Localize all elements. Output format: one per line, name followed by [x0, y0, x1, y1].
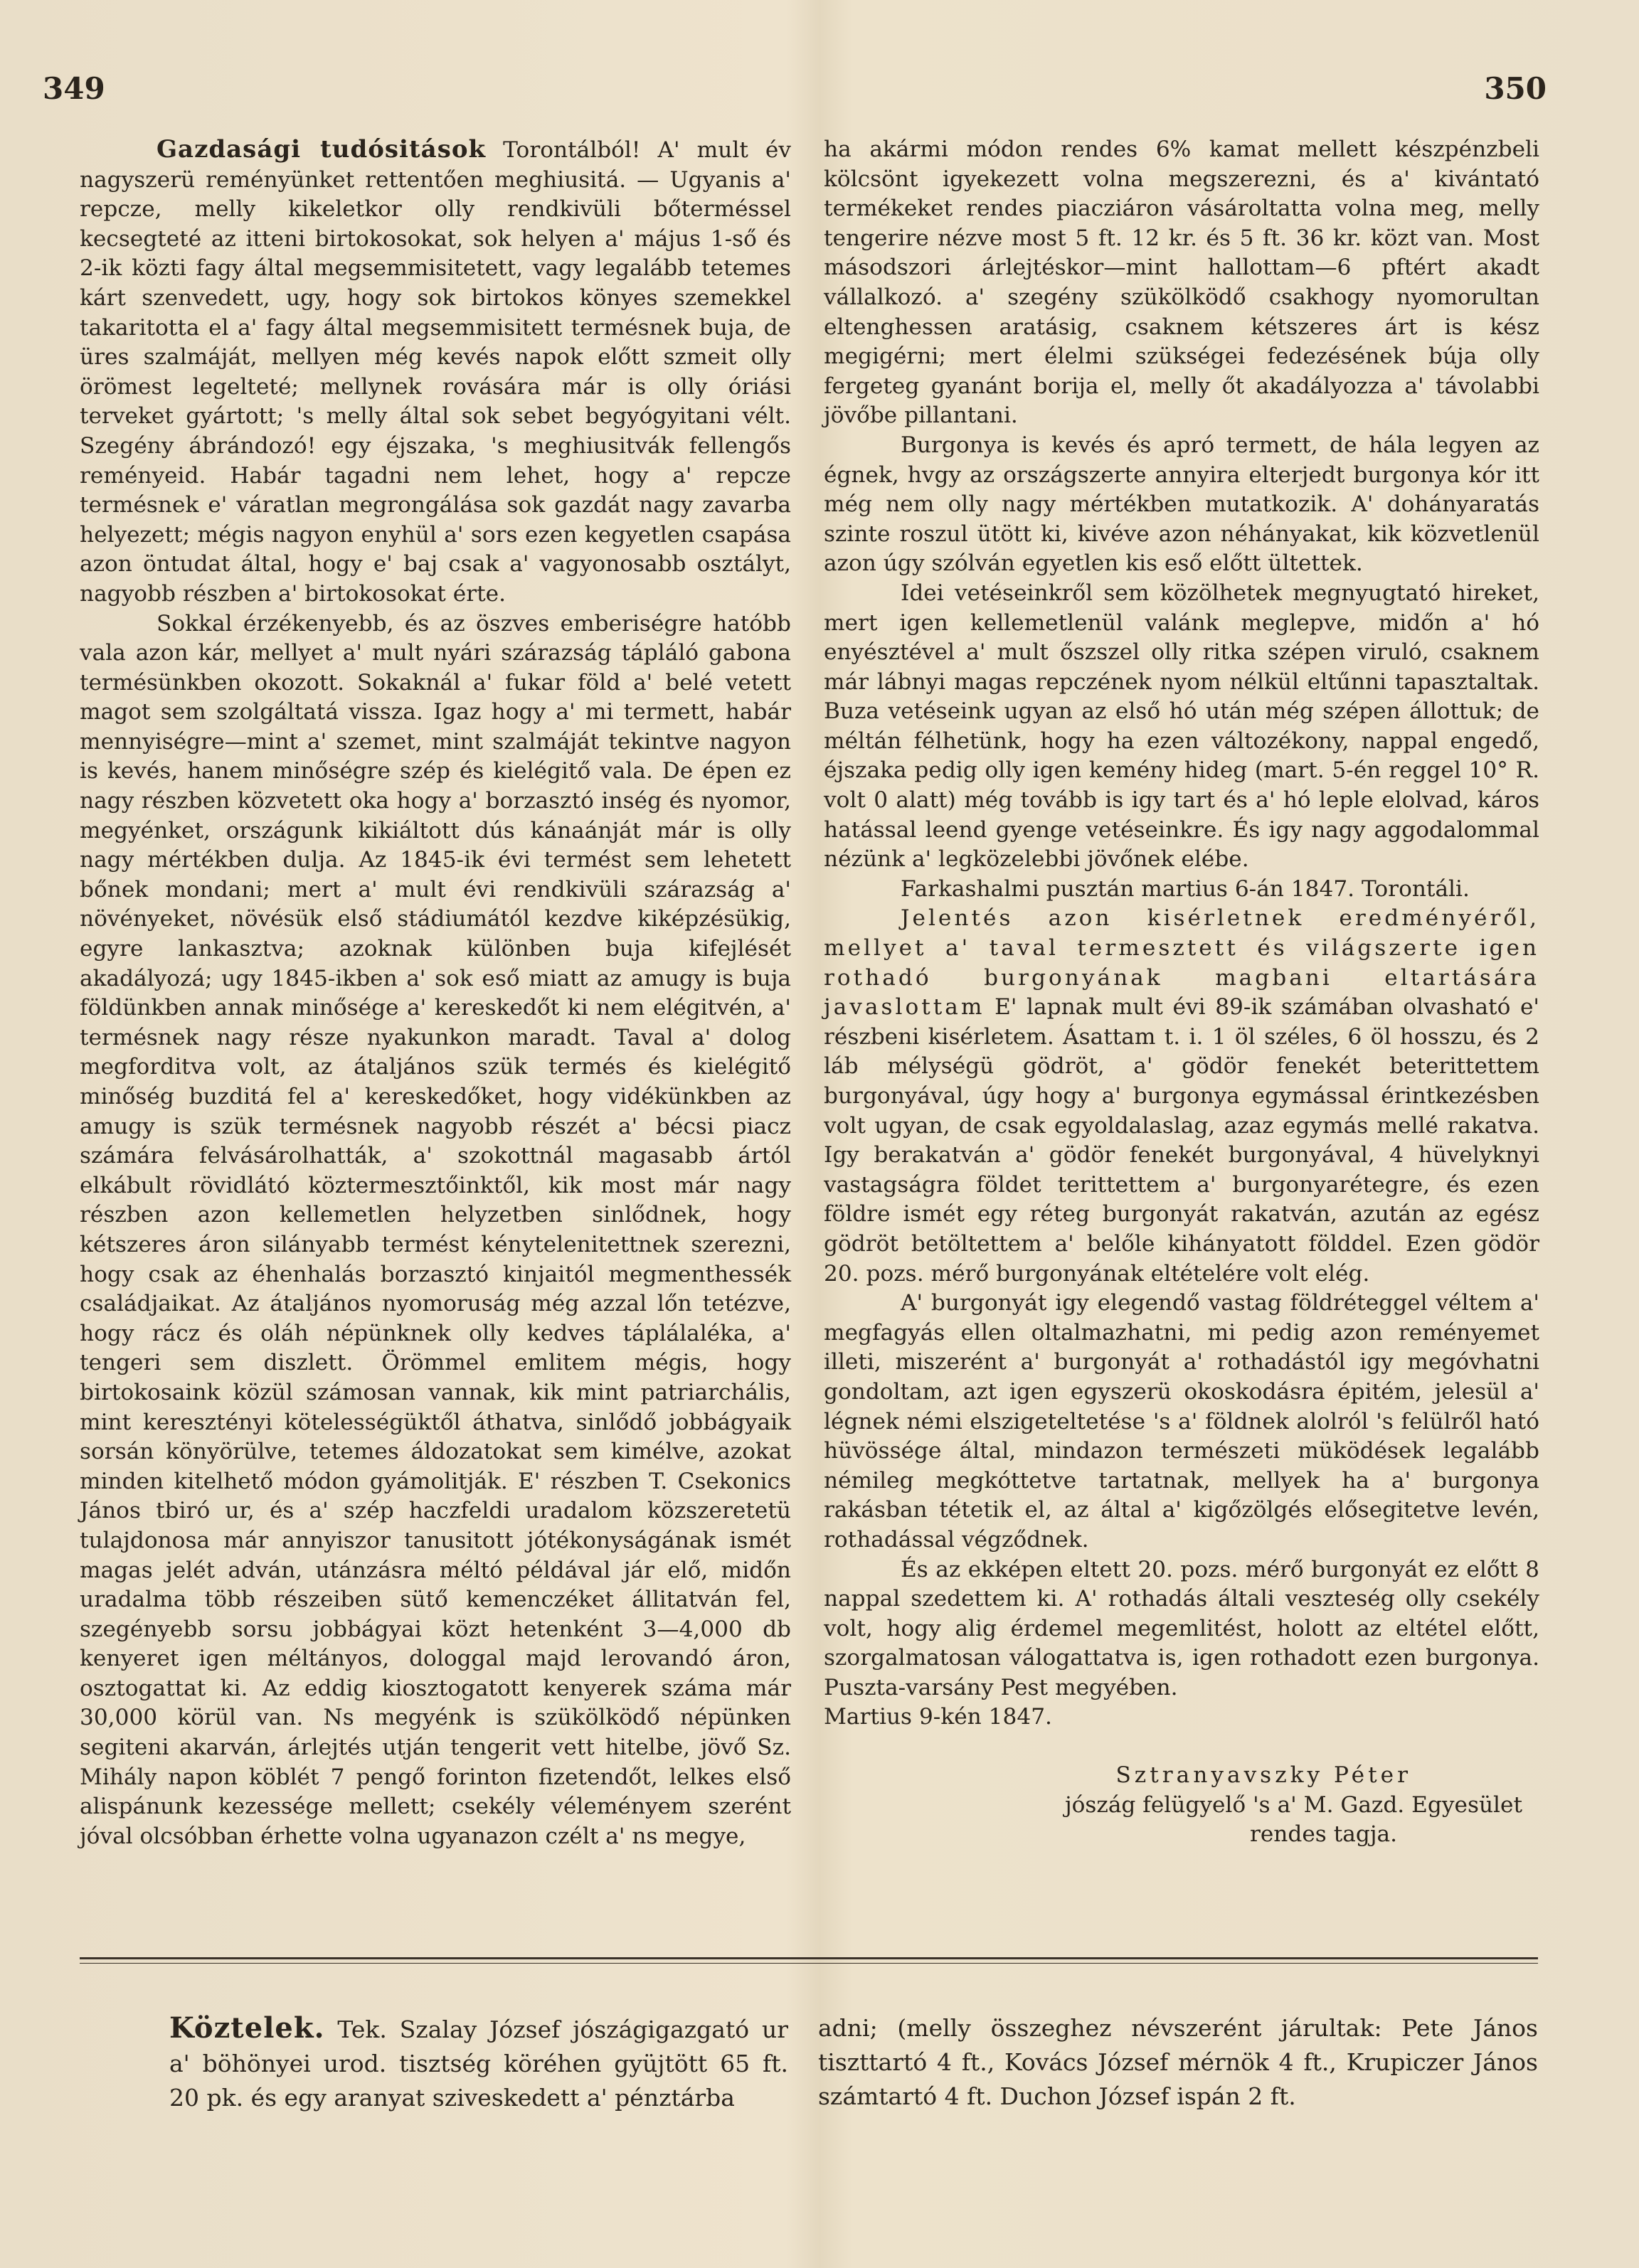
section-heading: Gazdasági tudósitások — [157, 135, 487, 164]
report-paragraph — [824, 904, 1539, 1289]
right-paragraph-1: ha akármi módon rendes 6% kamat mellett készpénzbeli kölcsönt igyekezett volna megszerezni, és a' kivántató termékeket rendes piacziáron vásároltatta volna meg, melly tengerire nézve most 5 ft. 12 kr. és 5 ft. 36 kr. közt van. Most másodszori árlejtéskor—mint hallottam—6 pftért akadt vállalkozó. a' szegény szükölködő csakhogy nyomorultan eltenghessen aratásig, csaknem kétszeres árt is kész megigérni; mert élelmi szükségei fedezésének búja olly fergeteg gyanánt borija el, melly őt akadályozza a' távolabbi jövőbe pillantani. — [824, 137, 1539, 429]
page-number-left: 349 — [43, 71, 105, 106]
dateline: Farkashalmi pusztán martius 6-án 1847. Torontáli. — [901, 875, 1470, 902]
divider-rule — [80, 1957, 1538, 1959]
koztelek-left-text: Tek. Szalay József jószágigazgató ur a' böhönyei urod. tisztség köréhen gyüjtött 65 ft. 20 pk. és egy aranyat sziveskedett a' pénztárba — [169, 2016, 788, 2112]
left-paragraph-1-text: Torontálból! A' mult év nagyszerü reményünket rettentően meghiusitá. — Ugyanis a' repcze, melly kikeletkor olly rendkivüli bőterméssel kecsegteté az itteni birtokosokat, sok helyen a' május 1-ső és 2-ik közti fagy által megsemmisitetett, vagy legalább tetemes kárt szenvedett, ugy, hogy sok birtokos könyes szemekkel takaritotta el a' fagy által megsemmisitett termésnek buja, de üres szalmáját, mellyen még kevés napok előtt szmeit olly örömest legelteté; mellynek rovására már is olly óriási terveket gyártott; 's melly által sok sebet begyógyitani vélt. Szegény ábrándozó! egy éjszaka, 's meghiusitvák fellengős reményeid. Habár tagadni nem lehet, hogy a' repcze termésnek e' váratlan megrongálása sok gazdát nagy zavarba helyezett; mégis nagyon enyhül a' sors ezen kegyetlen csapása azon öntudat által, hogy e' baj csak a' vagyonosabb osztályt, nagyobb részben a' birtokosokat érte. — [80, 137, 792, 607]
date-line-2: Martius 9-kén 1847. — [824, 1704, 1052, 1730]
right-paragraph-4: A' burgonyát igy elegendő vastag földréteggel véltem a' megfagyás ellen oltalmazhatni, mi pedig azon reményemet illeti, miszerént a' burgonyát a' rothadástól igy megóvhatni gondoltam, azt igen egyszerü okoskodásra épitém, jelesül a' légnek némi elszigeteltetése 's a' földnek alolról 's felülről ható hüvössége által, mindazon természeti müködések legalább némileg megkóttetve tartatnak, mellyek ha a' burgonya rakásban tétetik el, az által a' kigőzölgés elősegitetve levén, rothadással végződnek. — [824, 1290, 1539, 1553]
report-text: E' lapnak mult évi 89-ik számában olvasható e' részbeni kisérletem. Ásattam t. i. 1 öl széles, 6 öl hosszu, és 2 láb mélységü gödröt, a' gödör fenekét beterittettem burgonyával, úgy hogy a' burgonya egymással érintkezésben volt ugyan, de csak egyoldalaslag, azaz egymás mellé rakatva. Igy berakatván a' gödör fenekét burgonyával, 4 hüvelyknyi vastagságra földet terittettem a' burgonyarétegre, és ezen földre ismét egy réteg burgonyát rakatván, azután az egész gödröt betöltettem a' belőle kihányatott földdel. Ezen gödör 20. pozs. mérő burgonyának eltételére volt elég. — [824, 994, 1539, 1287]
right-paragraph-3: Idei vetéseinkről sem közölhetek megnyugtató hireket, mert igen kellemetlenül valánk meglepve, midőn a' hó enyésztével a' mult őszszel olly ritka szépen viruló, csaknem már lábnyi magas repczének nyom nélkül eltűnni tapasztaltak. Buza vetéseink ugyan az első hó után még szépen állottuk; de méltán félhetünk, hogy ha ezen változékony, nappal engedő, éjszaka pedig olly igen kemény hideg (mart. 5-én reggel 10° R. volt 0 alatt) még tovább is igy tart és a' hó leple elolvad, káros hatással leend gyenge vetéseinkre. És igy nagy aggodalommal nézünk a' legközelebbi jövőnek elébe. — [824, 580, 1539, 873]
signature-membership: rendes tagja. — [1249, 1821, 1397, 1848]
right-paragraph-5: És az ekképen eltett 20. pozs. mérő burgonyát ez előtt 8 nappal szedettem ki. A' rothadás általi veszteség olly csekély volt, hogy alig érdemel megemlitést, holott az eltétel előtt, szorgalmatosan válogattatva is, igen rothadott ezen burgonya. Puszta-varsány Pest megyében. — [824, 1556, 1539, 1700]
page-number-right: 350 — [1484, 71, 1547, 106]
right-paragraph-2: Burgonya is kevés és apró termett, de hála legyen az égnek, hvgy az országszerte annyira elterjedt burgonya kór itt még nem olly nagy mértékben mutatkozik. A' dohányaratás szinte roszul ütött ki, kivéve azon néhányakat, kik közvetlenül azon úgy szólván egyetlen kis eső előtt ültettek. — [824, 432, 1539, 577]
divider-rule-thin — [80, 1963, 1538, 1964]
left-paragraph-2: Sokkal érzékenyebb, és az öszves emberiségre hatóbb vala azon kár, mellyet a' mult nyári szárazság tápláló gabona termésünkben okozott. Sokaknál a' fukar föld a' belé vetett magot sem szolgáltatá vissza. Igaz hogy a' mi termett, habár mennyiségre—mint a' szemet, mint szalmáját tekintve nagyon is kevés, hanem minőségre szép és kielégitő vala. De épen ez nagy részben közvetett oka hogy a' borzasztó inség és nyomor, megyénket, országunk kikiáltott dús kánaánját már is olly nagy mértékben dulja. Az 1845-ik évi termést sem lehetett bőnek mondani; mert a' mult évi rendkivüli szárazság a' növényeket, növésük első stádiumától kezdve kiképzésükig, egyre lankasztva; azoknak különben buja kifejlését akadályozá; ugy 1845-ikben a' sok eső miatt az amugy is buja földünkben annak minősége a' kereskedőt ki nem elégitvén, a' termésnek nagy része nyakunkon maradt. Taval a' dolog megforditva volt, az átaljános szük termés és kielégitő minőség buzditá fel a' kereskedőket, hogy vidékünkben az amugy is szük termésnek nagyobb részét a' bécsi piacz számára felvásárolhatták, a' szokottnál magasabb ártól elkábult rövidlátó köztermesztőinktől, kik most már nagy részben azon kellemetlen helyzetben sinlődnek, hogy kétszeres áron silányabb termést kénytelenitettnek szerezni, hogy csak az éhenhalás borzasztó kinjaitól megmenthessék családjaikat. Az átaljános nyomoruság még azzal lőn tetézve, hogy rácz és oláh népünknek olly kedves táplálaléka, a' tengeri sem diszlett. Örömmel emlitem mégis, hogy birtokosaink közül számosan vannak, kik mint patriarchális, mint keresztényi kötelességüktől áthatva, sinlődő jobbágyaik sorsán könyörülve, tetemes áldozatokat sem kimélve, azokat minden kitelhető módon gyámolitják. E' részben T. Csekonics János tbiró ur, és a' szép haczfeldi uradalom közszeretetü tulajdonosa már annyiszor tanusitott jótékonyságának ismét magas jelét adván, utánzásra méltó példával jár elő, midőn uradalma több részeiben sütő kemenczéket állitatván fel, szegényebb sorsu jobbágyai közt hetenként 3—4,000 db kenyeret igen méltányos, dologgal majd lerovandó áron, osztogattat ki. Az eddig kiosztogatott kenyerek száma már 30,000 körül van. Ns megyénk is szükölködő népünken segiteni akarván, árlejtés utján tengerit vett hitelbe, jövő Sz. Mihály napon köblét 7 pengő forinton fizetendőt, lelkes első alispánunk kezessége mellett; csekély véleményem szerént jóval olcsóbban érhette volna ugyanazon czélt a' ns megye, — [80, 610, 791, 1849]
koztelek-heading: Köztelek. — [169, 2011, 325, 2045]
signature-block — [824, 1761, 1539, 1850]
koztelek-right: adni; (melly összeghez névszerént járultak: Pete János tiszttartó 4 ft., Kovács József mérnök 4 ft., Krupiczer János számtartó 4 ft. Duchon József ispán 2 ft. — [818, 2014, 1538, 2110]
report-title: Jelentés azon kisérletnek eredményéről, mellyet a' taval termesztett és világszerte igen rothadó burgonyának magbani eltartására javaslottam — [824, 905, 1539, 1021]
signature-name: Sztranyavszky Péter — [1115, 1762, 1411, 1789]
signature-title: jószág felügyelő 's a' M. Gazd. Egyesület — [1064, 1791, 1522, 1818]
right-column — [824, 135, 1539, 1850]
left-paragraph-1 — [80, 135, 791, 609]
koztelek-left — [169, 2011, 788, 2115]
left-column — [80, 135, 791, 1851]
